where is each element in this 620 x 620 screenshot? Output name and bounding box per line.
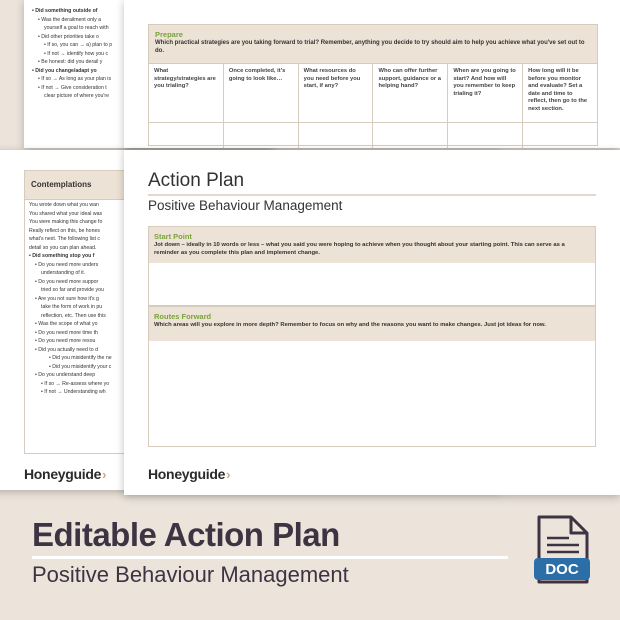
start-point-header [149,227,595,263]
routes-forward-header [149,307,595,341]
prepare-cell[interactable] [299,123,374,148]
contemplation-line: • If not → Understanding wh [41,389,106,395]
prepare-cell[interactable] [373,123,448,148]
routes-forward-input[interactable] [149,341,595,446]
prepare-header [149,25,597,63]
contemplation-line: • Do you need more resou [35,338,96,344]
back-line: • Did you change/adapt yo [32,67,97,74]
prepare-column-header: Once completed, it's going to look like… [224,64,299,122]
contemplation-line: • Do you understand deep [35,372,96,378]
start-point-description: Jot down – ideally in 10 words or less – what you said you were hoping to achieve when you thought about your starting point. This can serve as a reminder as you complete this plan and implement change. [154,242,565,256]
routes-forward-section [148,306,596,447]
intro-line: You were making this change fo [29,219,103,225]
prepare-column-header: What strategy/strategies are you trialing? [149,64,224,122]
title-underline [32,556,508,559]
product-title: Editable Action Plan [32,516,340,553]
title-divider [148,194,596,196]
prepare-cell[interactable] [149,123,224,148]
intro-line: You shared what your ideal was [29,210,103,217]
prepare-description: Which practical strategies are you taking forward to trial? Remember, anything you decide to try should aim to help you achieve what you've set out to do. [155,40,585,54]
back-line: • If not → identify how you c [44,50,109,57]
prepare-table [148,24,598,146]
contemplation-line: tried so far and provide you [41,287,104,293]
page-title: Action Plan [148,170,245,191]
contemplation-line: • Do you need more time th [35,329,98,336]
contemplation-line: • Are you not sure how it's g [35,295,99,302]
contemplation-line: • Did something stop you f [29,253,95,259]
contemplations-title: Contemplations [31,180,92,189]
back-line: • If not → Give consideration t [38,84,107,91]
contemplations-list [25,253,125,396]
contemplation-line: • Did you actually need to d [35,346,98,353]
start-point-title: Start Point [154,232,192,241]
contemplation-line: take the form of work in pu [41,304,103,310]
action-plan-page [124,150,620,495]
prepare-column-header: What resources do you need before you start, if any? [299,64,374,122]
contemplations-body [24,199,125,454]
intro-line: Really reflect on this, be hones [29,227,100,234]
prepare-page [124,0,620,148]
doc-badge-label: DOC [545,561,579,578]
contemplation-line: reflection, etc. Then use this [41,312,106,319]
contemplations-header [24,170,125,200]
routes-forward-title: Routes Forward [154,312,212,321]
back-line: • Did other priorities take o [38,33,99,40]
back-line: • If so, you can → a) plan to p [44,42,113,48]
back-line: yourself a goal to reach with [44,25,109,31]
back-line: • If so → As long as your plan is [38,76,112,82]
start-point-input[interactable] [149,263,595,305]
back-line: • Did something outside of [32,8,98,14]
product-subtitle: Positive Behaviour Management [32,562,349,587]
back-line: • Be honest: did you derail y [38,59,103,65]
page-subtitle: Positive Behaviour Management [148,198,343,213]
honeyguide-logo: Honeyguide› [148,466,231,482]
intro-line: detail so you can plan ahead. [29,244,97,251]
prepare-columns [149,63,597,122]
honeyguide-logo: Honeyguide› [24,466,107,482]
contemplation-line: • Do you need more unders [35,261,99,268]
intro-line: what's next. The following list c [29,236,100,242]
contemplation-line: • Was the scope of what yo [35,321,98,327]
contemplation-line: understanding of it. [41,270,86,276]
prepare-column-header: Who can offer further support, guidance or a helping hand? [373,64,448,122]
contemplation-line: • If so → Re-assess where yo [41,380,110,387]
start-point-section [148,226,596,306]
prepare-column-header: How long will it be before you monitor and evaluate? Set a date and time to reflect, then go to the next section. [528,68,588,112]
contemplation-line: • Do you need more suppor [35,278,99,285]
prepare-cell[interactable] [448,123,523,148]
prepare-cell[interactable] [523,123,597,148]
doc-file-icon [533,514,591,586]
back-line: clear picture of where you're [44,93,110,99]
prepare-column-header: When are you going to start? And how will you remember to keep trialing it? [448,64,523,122]
routes-forward-description: Which areas will you explore in more depth? Remember to focus on why and the reasons you want to make changes. Just jot ideas for now. [154,322,546,328]
contemplation-line: • Did you misidentify your c [49,363,112,370]
prepare-empty-row [149,122,597,148]
intro-line: You wrote down what you wan [29,202,99,208]
back-line: • Was the derailment only a [38,16,102,23]
prepare-cell[interactable] [224,123,299,148]
contemplations-intro [25,199,125,252]
contemplation-line: • Did you misidentify the ne [49,355,112,361]
prepare-title: Prepare [155,30,183,39]
